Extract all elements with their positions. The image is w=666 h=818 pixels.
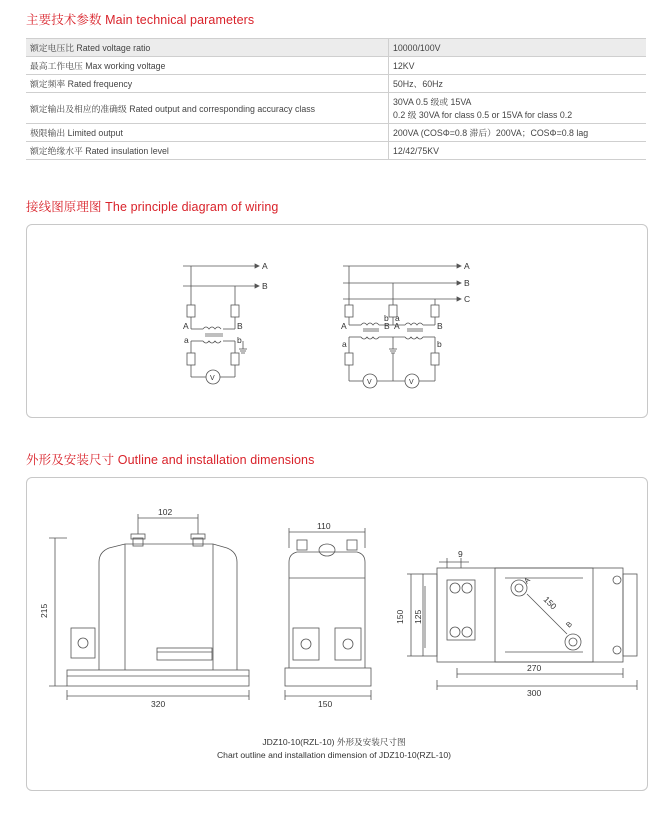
dim-top-inner-height: 125 [413,609,423,624]
parameter-value-line: 12KV [393,60,415,71]
parameter-label: 额定输出及相应的准确级 Rated output and corresponding accuracy class [26,93,389,124]
parameter-label: 额定绝缘水平 Rated insulation level [26,142,389,160]
label-bus-c-3ph: C [464,294,471,304]
label-bus-a-3ph: A [464,261,470,271]
parameter-label: 额定电压比 Rated voltage ratio [26,39,389,57]
label-primary-b2: B [437,321,443,331]
terminal-label-b: B [564,619,574,630]
label-secondary-b2: b [437,339,442,349]
parameter-row [26,93,646,124]
voltmeter-symbol-1: V [367,379,372,386]
section-title-wiring: 接线图原理图 The principle diagram of wiring [26,200,279,214]
parameter-value [389,75,647,93]
section-title-parameters: 主要技术参数 Main technical parameters [26,13,255,27]
parameter-value-line: 12/42/75KV [393,145,439,156]
wiring-diagram-panel [26,224,648,418]
label-primary-b: B [237,321,243,331]
label-primary-a1: A [341,321,347,331]
dim-top-outer-width: 300 [527,688,542,698]
dim-top-inner-width: 270 [527,663,542,673]
outline-drawing-panel [26,477,648,791]
dim-top-height: 150 [395,609,405,624]
parameters-table [26,38,646,160]
caption-line-1: JDZ10-10(RZL-10) 外形及安装尺寸图 [262,737,406,747]
parameter-row [26,124,646,142]
section-title-outline: 外形及安装尺寸 Outline and installation dimensions [26,453,315,467]
parameter-row [26,39,646,57]
parameter-label: 最高工作电压 Max working voltage [26,57,389,75]
parameter-value [389,57,647,75]
parameter-value-line: 200VA (COSΦ=0.8 滞后）200VA；COSΦ=0.8 lag [393,128,589,138]
label-primary-b1: B [384,321,390,331]
dim-front-width: 102 [158,507,173,517]
voltmeter-symbol: V [210,375,215,382]
label-secondary-a1: a [342,339,347,349]
caption-line-2: Chart outline and installation dimension of JDZ10-10(RZL-10) [216,750,452,760]
wiring-diagram [27,225,647,417]
dim-front-height: 215 [39,603,49,618]
label-bus-b-3ph: B [464,278,470,288]
voltmeter-symbol-2: V [409,379,414,386]
terminal-label-a: A [522,575,532,586]
label-secondary-b1: b [384,313,389,323]
label-secondary-a: a [184,335,189,345]
parameter-row [26,75,646,93]
dim-side-width: 110 [317,521,331,531]
label-secondary-b: b [237,335,242,345]
dim-front-base: 320 [151,699,166,709]
parameter-row [26,142,646,160]
parameter-value-line: 50Hz、60Hz [393,79,443,89]
label-secondary-a2: a [395,313,400,323]
parameter-value [389,142,647,160]
parameter-label: 极限输出 Limited output [26,124,389,142]
parameter-value [389,124,647,142]
dim-top-diagonal: 150 [541,594,559,612]
parameter-row [26,57,646,75]
label-primary-a2: A [394,321,400,331]
dim-side-base: 150 [318,699,333,709]
dim-top-offset: 9 [458,549,463,559]
parameter-value-line: 30VA 0.5 级或 15VA [393,97,472,107]
parameter-value [389,93,647,124]
label-bus-b: B [262,281,268,291]
parameter-value-line: 10000/100V [393,42,441,53]
label-bus-a: A [262,261,268,271]
parameter-label: 额定频率 Rated frequency [26,75,389,93]
parameter-value [389,39,647,57]
label-primary-a: A [183,321,189,331]
parameter-value-line: 0.2 级 30VA for class 0.5 or 15VA for class 0.2 [393,110,573,120]
